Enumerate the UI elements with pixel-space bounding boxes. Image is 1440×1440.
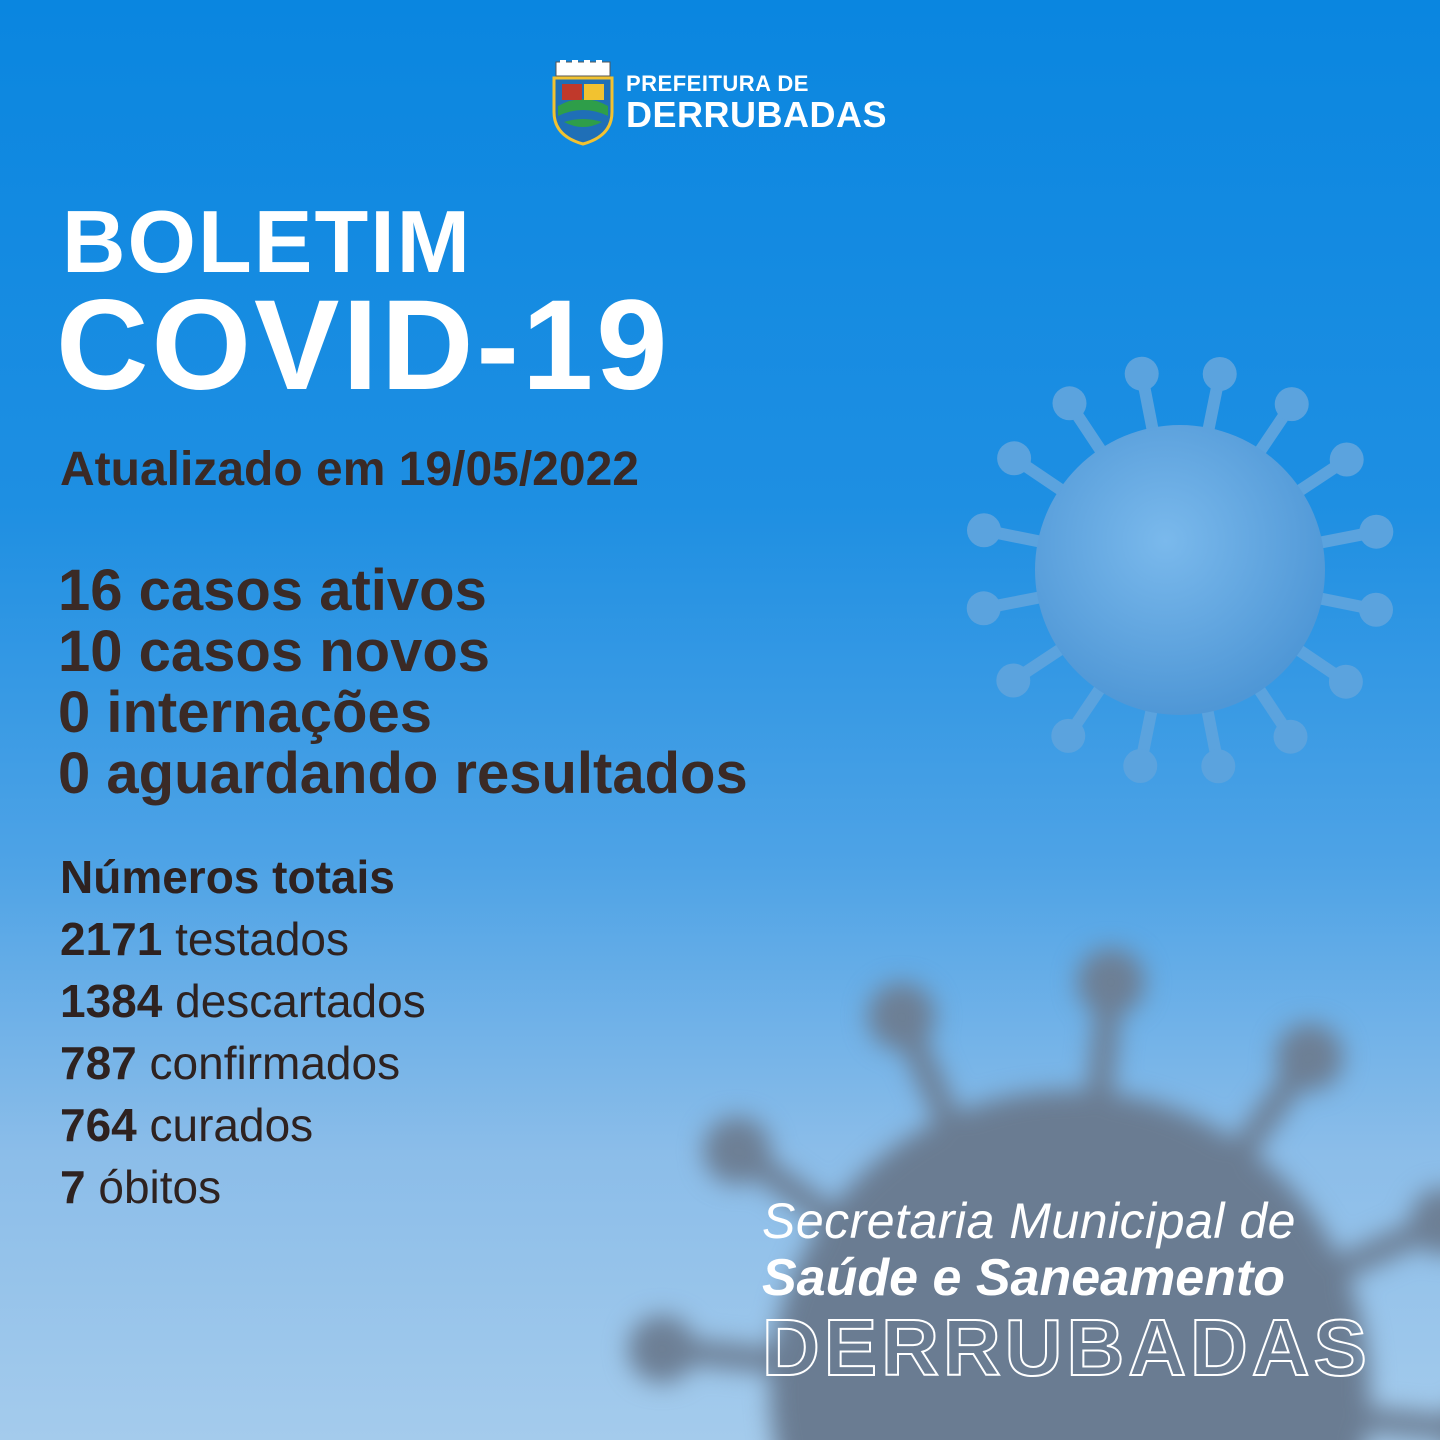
logo-title-line2: DERRUBADAS — [626, 94, 888, 135]
totals-section — [60, 846, 426, 1218]
total-tested — [60, 908, 426, 970]
total-label: curados — [149, 1099, 314, 1151]
current-stats — [58, 560, 748, 804]
stat-label: aguardando resultados — [106, 741, 748, 806]
totals-heading: Números totais — [60, 851, 395, 903]
updated-date: Atualizado em 19/05/2022 — [60, 443, 639, 496]
secretaria-signature — [762, 1193, 1371, 1392]
stat-value: 16 — [58, 558, 123, 623]
municipal-coat-of-arms-icon — [548, 60, 618, 146]
total-confirmed — [60, 1032, 426, 1094]
secretaria-line1: Secretaria Municipal de — [762, 1193, 1296, 1249]
stat-value: 0 — [58, 741, 91, 806]
stat-value: 10 — [58, 619, 123, 684]
prefeitura-logo — [548, 60, 887, 146]
total-label: testados — [175, 913, 350, 965]
total-discarded — [60, 970, 426, 1032]
total-deaths — [60, 1156, 426, 1218]
total-value: 787 — [60, 1037, 137, 1089]
total-recovered — [60, 1094, 426, 1156]
stat-new-cases — [58, 621, 748, 682]
headline-line2: COVID-19 — [56, 274, 671, 417]
secretaria-line3: DERRUBADAS — [762, 1303, 1371, 1392]
stat-hospitalizations — [58, 682, 748, 743]
total-value: 764 — [60, 1099, 137, 1151]
stat-active-cases — [58, 560, 748, 621]
stat-awaiting-results — [58, 743, 748, 804]
total-value: 7 — [60, 1161, 86, 1213]
total-value: 2171 — [60, 913, 163, 965]
total-label: óbitos — [98, 1161, 222, 1213]
stat-label: internações — [106, 680, 432, 745]
stat-label: casos novos — [138, 619, 491, 684]
headline-line1: BOLETIM — [62, 192, 472, 291]
logo-title-line1: PREFEITURA DE — [626, 71, 809, 96]
secretaria-line2: Saúde e Saneamento — [762, 1249, 1286, 1307]
virus-icon — [960, 350, 1400, 790]
total-value: 1384 — [60, 975, 163, 1027]
total-label: descartados — [175, 975, 426, 1027]
stat-value: 0 — [58, 680, 91, 745]
stat-label: casos ativos — [138, 558, 487, 623]
total-label: confirmados — [149, 1037, 401, 1089]
